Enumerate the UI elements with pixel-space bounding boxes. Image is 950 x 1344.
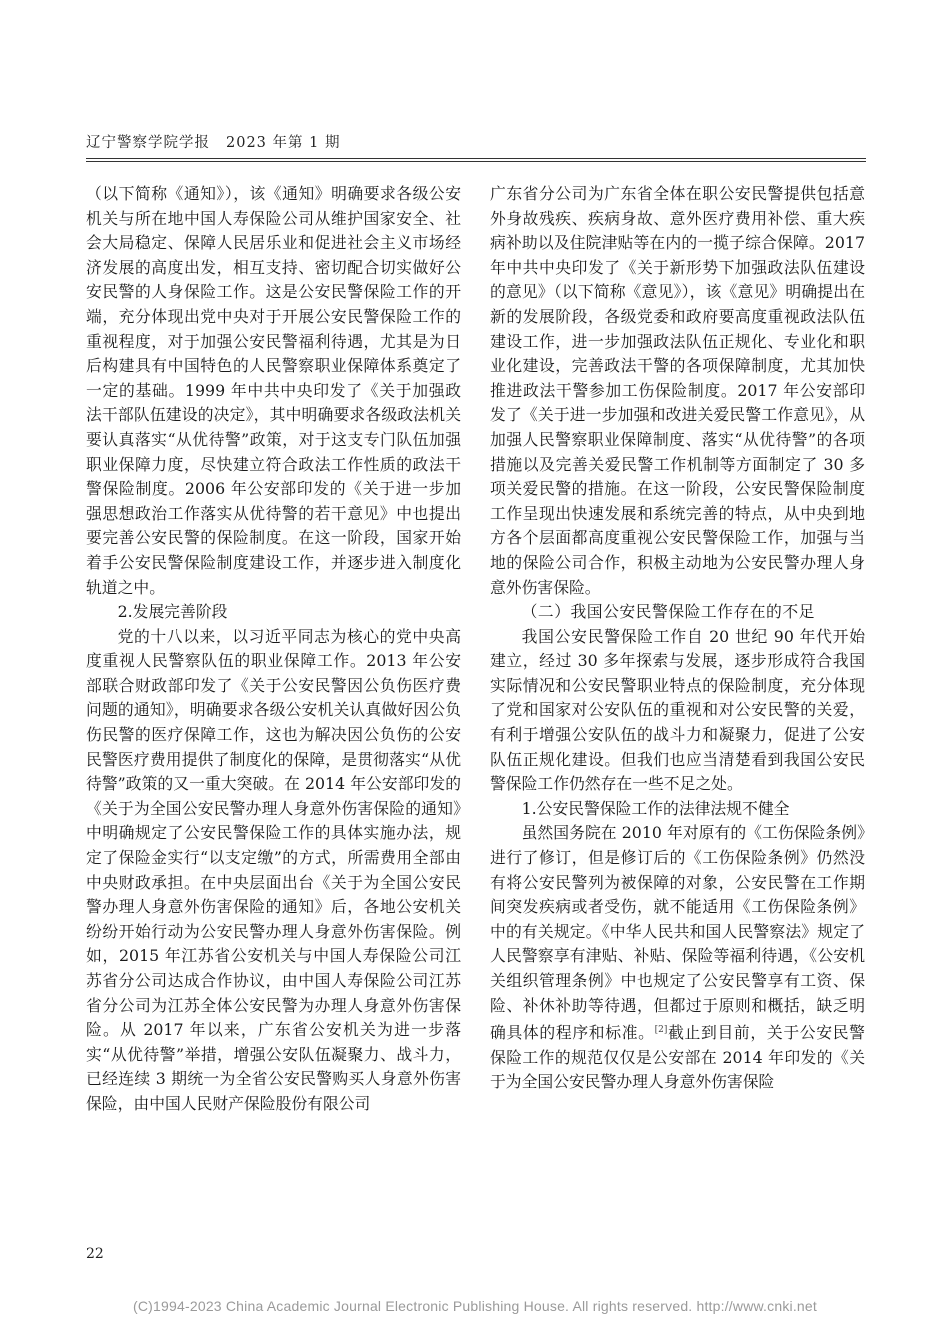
reference-marker[interactable]: [2] [654, 1025, 668, 1036]
paragraph: 广东省分公司为广东省全体在职公安民警提供包括意外身故残疾、疾病身故、意外医疗费用补偿、重大疾病补助以及住院津贴等在内的一揽子综合保障。2017 年中共中央印发了《关于新形势下加强政法队伍建设的意见》（以下简称《意见》），该《意见》明确提出在新的发展阶段，各级党委和政府要高度重视政法队伍建设工作，进一步加强政法队伍正规化、专业化和职业化建设，完善政法干警的各项保障制度，尤其加快推进政法干警参加工伤保险制度。2017 年公安部印发了《关于进一步加强和改进关爱民警工作意见》，从加强人民警察职业保障制度、落实“从优待警”的各项措施以及完善关爱民警工作机制等方面制定了 30 多项关爱民警的措施。在这一阶段，公安民警保险制度工作呈现出快速发展和系统完善的特点，从中央到地方各个层面都高度重视公安民警保险工作，加强与当地的保险公司合作，积极主动地为公安民警办理人身意外伤害保险。 [490, 184, 865, 597]
header-rule-thin [86, 161, 866, 162]
paragraph-text: 截止到目前，关于公安民警保险工作的规范仅仅是公安部在 2014 年印发的《关于为全国公安民警办理人身意外伤害保险 [490, 1023, 865, 1092]
left-column [86, 182, 461, 1117]
paragraph-text: 虽然国务院在 2010 年对原有的《工伤保险条例》进行了修订，但是修订后的《工伤保险条例》仍然没有将公安民警列为被保障的对象，公安民警在工作期间突发疾病或者受伤，就不能适用《工伤保险条例》中的有关规定。《中华人民共和国人民警察法》规定了人民警察享有津贴、补贴、保险等福利待遇，《公安机关组织管理条例》中也规定了公安民警享有工资、保险、补休补助等待遇，但都过于原则和概括，缺乏明确具体的程序和标准。 [490, 823, 865, 1043]
journal-name: 辽宁警察学院学报 [86, 135, 210, 151]
paragraph: 党的十八以来，以习近平同志为核心的党中央高度重视人民警察队伍的职业保障工作。2013 年公安部联合财政部印发了《关于公安民警因公负伤医疗费问题的通知》，明确要求各级公安机关认真做好因公负伤民警的医疗保障工作，这也为解决因公负伤的公安民警医疗费用提供了制度化的保障，是贯彻落实“从优待警”政策的又一重大突破。在 2014 年公安部印发的《关于为全国公安民警办理人身意外伤害保险的通知》中明确规定了公安民警保险工作的具体实施办法，规定了保险金实行“以支定缴”的方式，所需费用全部由中央财政承担。在中央层面出台《关于为全国公安民警办理人身意外伤害保险的通知》后，各地公安机关纷纷开始行动为公安民警办理人身意外伤害保险。例如，2015 年江苏省公安机关与中国人寿保险公司江苏省分公司达成合作协议，由中国人寿保险公司江苏省分公司为江苏全体公安民警为办理人身意外伤害保险。从 2017 年以来，广东省公安机关为进一步落实“从优待警”举措，增强公安队伍凝聚力、战斗力，已经连续 3 期统一为全省公安民警购买人身意外伤害保险，由中国人民财产保险股份有限公司 [86, 626, 461, 1113]
running-header [86, 131, 866, 152]
paragraph: （以下简称《通知》），该《通知》明确要求各级公安机关与所在地中国人寿保险公司从维护国家安全、社会大局稳定、保障人民居乐业和促进社会主义市场经济发展的高度出发，相互支持、密切配合切实做好公安民警的人身保险工作。这是公安民警保险工作的开端，充分体现出党中央对于开展公安民警保险工作的重视程度，对于加强公安民警福利待遇，尤其是为日后构建具有中国特色的人民警察职业保障体系奠定了一定的基础。1999 年中共中央印发了《关于加强政法干部队伍建设的决定》，其中明确要求各级政法机关要认真落实“从优待警”政策，对于这支专门队伍加强职业保障力度，尽快建立符合政法工作性质的政法干警保险制度。2006 年公安部印发的《关于进一步加强思想政治工作落实从优待警的若干意见》中也提出要完善公安民警的保险制度。在这一阶段，国家开始着手公安民警保险制度建设工作，并逐步进入制度化轨道之中。 [86, 184, 461, 597]
issue-label: 2023 年第 1 期 [226, 135, 341, 151]
copyright-footer: (C)1994-2023 China Academic Journal Electronic Publishing House. All rights reserved. http://www.cnki.net [133, 1298, 817, 1314]
right-column [490, 182, 865, 1095]
page-number: 22 [86, 1246, 104, 1262]
subsection-heading: 2.发展完善阶段 [117, 602, 228, 622]
subsection-heading: 1.公安民警保险工作的法律法规不健全 [521, 798, 790, 818]
paragraph [490, 821, 865, 1095]
header-rule [86, 158, 866, 159]
section-heading: （二）我国公安民警保险工作存在的不足 [521, 602, 815, 622]
paragraph: 我国公安民警保险工作自 20 世纪 90 年代开始建立，经过 30 多年探索与发展，逐步形成符合我国实际情况和公安民警职业特点的保险制度，充分体现了党和国家对公安队伍的重视和对公安民警的关爱，有利于增强公安队伍的战斗力和凝聚力，促进了公安队伍正规化建设。但我们也应当清楚看到我国公安民警保险工作仍然存在一些不足之处。 [490, 626, 865, 794]
